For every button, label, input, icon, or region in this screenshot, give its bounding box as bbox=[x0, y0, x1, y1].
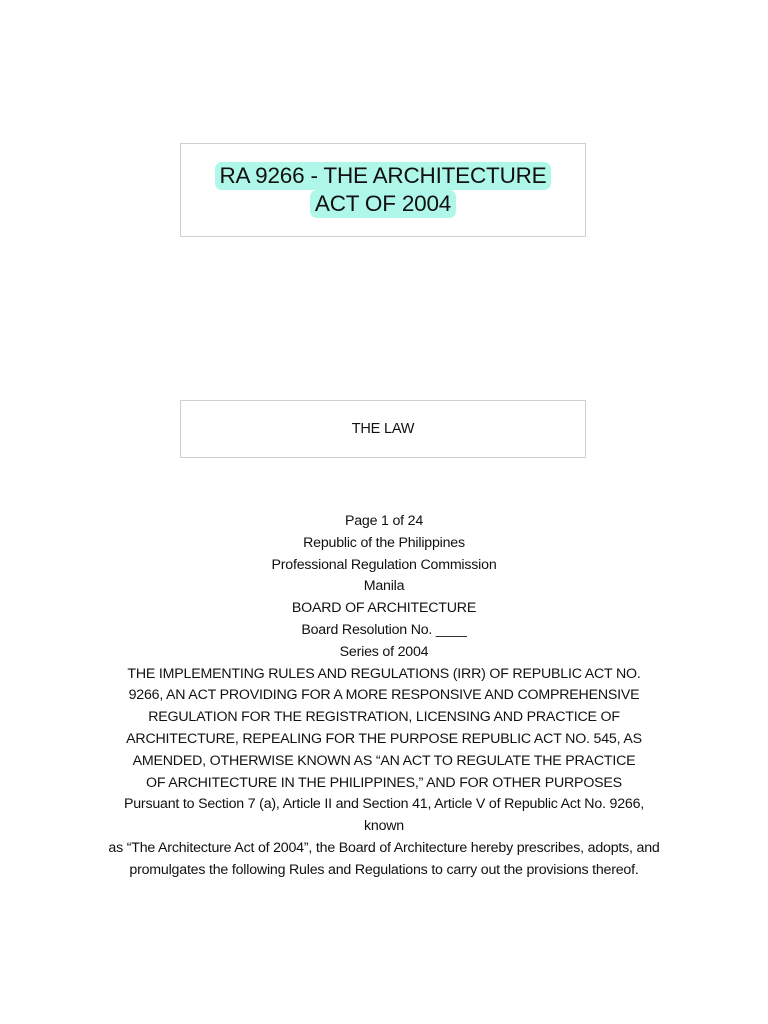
section-heading: THE LAW bbox=[351, 421, 415, 437]
document-title-line-2: ACT OF 2004 bbox=[310, 190, 456, 218]
body-line-series: Series of 2004 bbox=[339, 643, 429, 660]
document-title-box bbox=[180, 143, 586, 237]
body-line-irr-title: THE IMPLEMENTING RULES AND REGULATIONS (IRR) OF REPUBLIC ACT NO. bbox=[127, 665, 641, 682]
body-line-city: Manila bbox=[363, 578, 405, 595]
body-line-irr-title: AMENDED, OTHERWISE KNOWN AS “AN ACT TO REGULATE THE PRACTICE bbox=[132, 752, 636, 769]
body-line-irr-title: OF ARCHITECTURE IN THE PHILIPPINES,” AND FOR OTHER PURPOSES bbox=[146, 774, 622, 791]
body-line-resolution: Board Resolution No. ____ bbox=[301, 621, 467, 638]
body-line-republic: Republic of the Philippines bbox=[303, 534, 465, 551]
body-line-irr-title: ARCHITECTURE, REPEALING FOR THE PURPOSE REPUBLIC ACT NO. 545, AS bbox=[126, 730, 642, 747]
body-line-preamble: promulgates the following Rules and Regulations to carry out the provisions thereof. bbox=[129, 861, 639, 878]
section-heading-box bbox=[180, 400, 586, 458]
body-line-preamble: Pursuant to Section 7 (a), Article II and Section 41, Article V of Republic Act No. 9266, bbox=[123, 796, 645, 813]
body-line-preamble: known bbox=[363, 818, 404, 835]
document-body bbox=[60, 511, 708, 882]
body-line-commission: Professional Regulation Commission bbox=[271, 556, 497, 573]
document-title-line-1: RA 9266 - THE ARCHITECTURE bbox=[215, 162, 552, 190]
body-line-board: BOARD OF ARCHITECTURE bbox=[291, 600, 477, 617]
page-number: Page 1 of 24 bbox=[344, 513, 424, 529]
body-line-irr-title: REGULATION FOR THE REGISTRATION, LICENSING AND PRACTICE OF bbox=[148, 709, 620, 726]
body-line-preamble: as “The Architecture Act of 2004”, the Board of Architecture hereby prescribes, adopts, and bbox=[108, 839, 660, 856]
body-line-irr-title: 9266, AN ACT PROVIDING FOR A MORE RESPONSIVE AND COMPREHENSIVE bbox=[128, 687, 640, 704]
